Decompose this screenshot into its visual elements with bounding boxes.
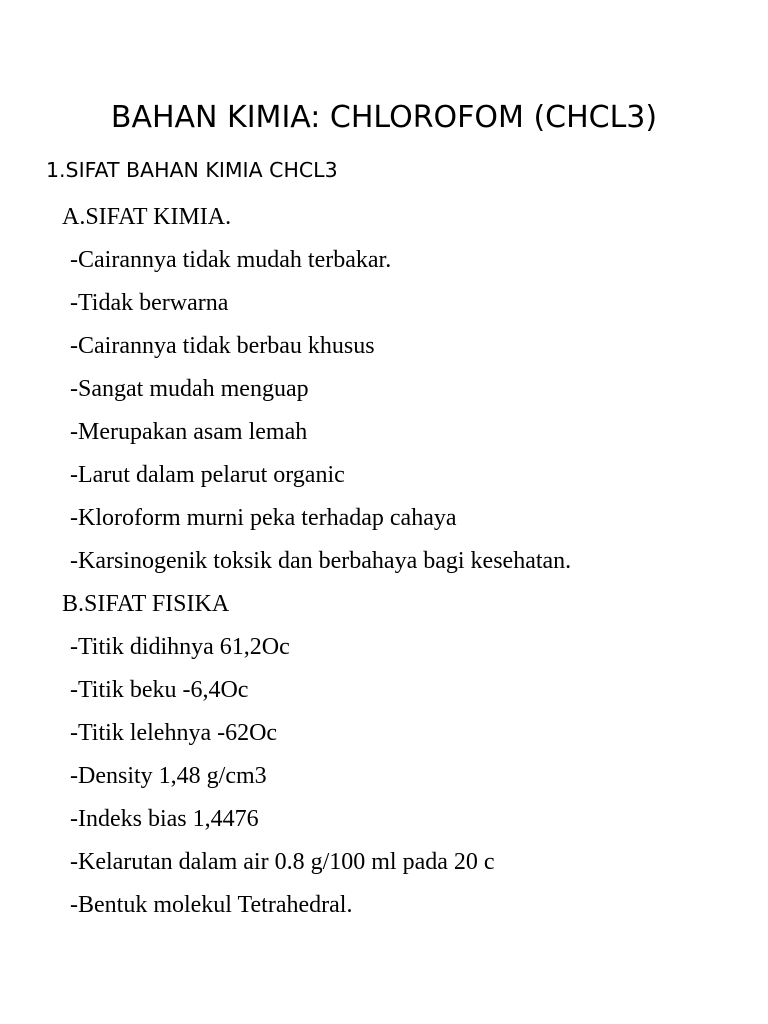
list-item: -Kloroform murni peka terhadap cahaya (70, 505, 457, 531)
list-item: -Indeks bias 1,4476 (70, 806, 259, 832)
list-item: -Cairannya tidak berbau khusus (70, 333, 375, 359)
list-item: -Sangat mudah menguap (70, 376, 309, 402)
section-heading: 1.SIFAT BAHAN KIMIA CHCL3 (46, 158, 338, 182)
subsection-a-label: A.SIFAT KIMIA. (62, 204, 232, 230)
list-item: -Kelarutan dalam air 0.8 g/100 ml pada 20 c (70, 849, 495, 875)
list-item: -Titik beku -6,4Oc (70, 677, 249, 703)
list-item: -Titik lelehnya -62Oc (70, 720, 278, 746)
list-item: -Larut dalam pelarut organic (70, 462, 345, 488)
list-item: -Karsinogenik toksik dan berbahaya bagi kesehatan. (70, 548, 572, 574)
list-item: -Tidak berwarna (70, 290, 229, 316)
list-item: -Cairannya tidak mudah terbakar. (70, 247, 392, 273)
document-title: BAHAN KIMIA: CHLOROFOM (CHCL3) (110, 100, 658, 135)
list-item: -Density 1,48 g/cm3 (70, 763, 267, 789)
subsection-b-label: B.SIFAT FISIKA (62, 591, 230, 617)
list-item: -Titik didihnya 61,2Oc (70, 634, 290, 660)
list-item: -Merupakan asam lemah (70, 419, 308, 445)
list-item: -Bentuk molekul Tetrahedral. (70, 892, 353, 918)
